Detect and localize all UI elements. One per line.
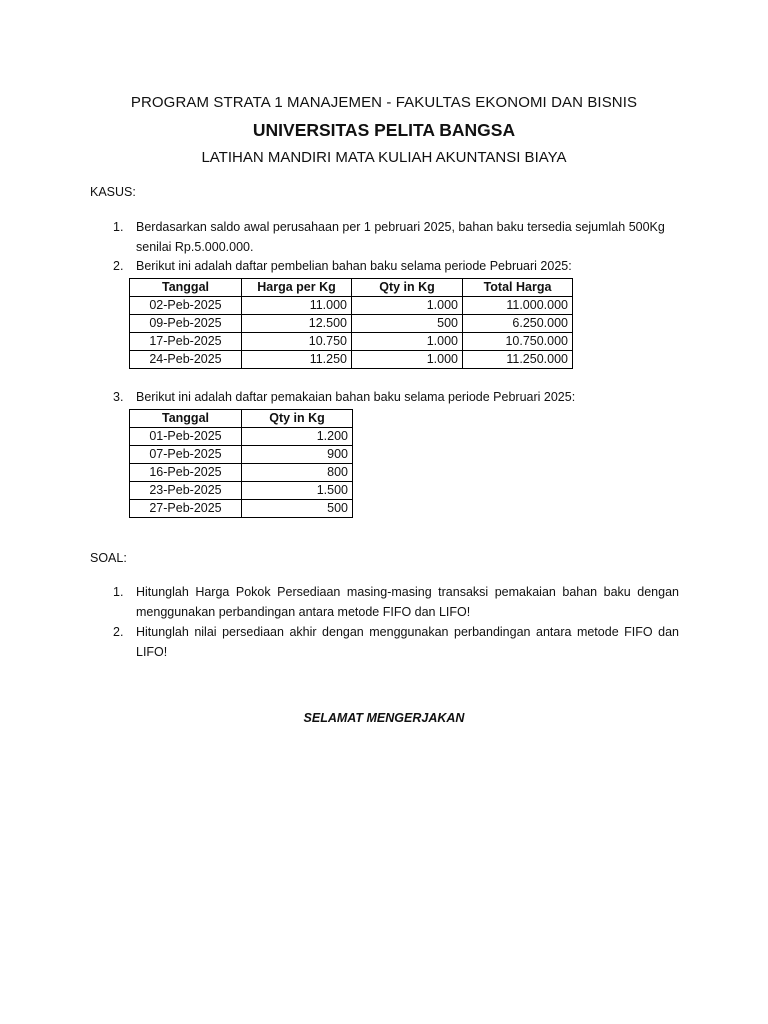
soal-item-1-number: 1. [113,585,124,599]
table-row [130,315,573,333]
usage-qty: 1.500 [242,482,353,500]
usage-header-row [130,410,353,428]
soal-item-1 [113,582,679,622]
soal-item-1-text: Hitunglah Harga Pokok Persediaan masing-masing transaksi pemakaian bahan baku dengan menggunakan perbandingan antara metode FIFO dan LIFO! [136,585,679,619]
purchase-price: 11.250 [242,351,352,369]
kasus-item-3-number: 3. [113,390,124,404]
usage-qty: 500 [242,500,353,518]
soal-item-2-text: Hitunglah nilai persediaan akhir dengan menggunakan perbandingan antara metode FIFO dan LIFO! [136,625,679,659]
purchase-date: 09-Peb-2025 [130,315,242,333]
kasus-item-1-number: 1. [113,220,124,234]
purchase-qty: 1.000 [352,351,463,369]
purchase-date: 24-Peb-2025 [130,351,242,369]
table-row [130,446,353,464]
program-heading: PROGRAM STRATA 1 MANAJEMEN - FAKULTAS EKONOMI DAN BISNIS [130,94,638,111]
table-row [130,297,573,315]
soal-item-2-number: 2. [113,625,124,639]
purchases-header-date: Tanggal [130,279,242,297]
table-row [130,428,353,446]
purchase-qty: 500 [352,315,463,333]
purchases-table [129,278,573,369]
purchases-header-total: Total Harga [463,279,573,297]
kasus-item-2-number: 2. [113,259,124,273]
table-row [130,482,353,500]
kasus-item-3-text: Berikut ini adalah daftar pemakaian bahan baku selama periode Pebruari 2025: [136,390,576,404]
purchase-price: 11.000 [242,297,352,315]
purchases-header-row [130,279,573,297]
usage-table [129,409,353,518]
usage-qty: 900 [242,446,353,464]
kasus-item-2-text: Berikut ini adalah daftar pembelian bahan baku selama periode Pebruari 2025: [136,259,572,273]
table-row [130,464,353,482]
purchase-date: 02-Peb-2025 [130,297,242,315]
usage-date: 23-Peb-2025 [130,482,242,500]
usage-qty: 1.200 [242,428,353,446]
purchase-qty: 1.000 [352,333,463,351]
purchase-total: 6.250.000 [463,315,573,333]
soal-item-2 [113,622,679,662]
purchase-date: 17-Peb-2025 [130,333,242,351]
usage-qty: 800 [242,464,353,482]
closing-message: SELAMAT MENGERJAKAN [303,711,465,725]
kasus-label: KASUS: [90,185,136,199]
purchases-header-qty: Qty in Kg [352,279,463,297]
usage-header-date: Tanggal [130,410,242,428]
university-title: UNIVERSITAS PELITA BANGSA [252,120,516,140]
usage-date: 07-Peb-2025 [130,446,242,464]
kasus-item-3 [113,387,679,407]
purchases-header-price: Harga per Kg [242,279,352,297]
usage-date: 27-Peb-2025 [130,500,242,518]
purchase-price: 10.750 [242,333,352,351]
table-row [130,351,573,369]
purchase-total: 11.250.000 [463,351,573,369]
kasus-item-1 [113,217,679,257]
purchase-price: 12.500 [242,315,352,333]
kasus-item-1-text: Berdasarkan saldo awal perusahaan per 1 pebruari 2025, bahan baku tersedia sejumlah 500Kg senilai Rp.5.000.000. [136,220,665,254]
course-subtitle: LATIHAN MANDIRI MATA KULIAH AKUNTANSI BIAYA [201,149,567,166]
table-row [130,500,353,518]
purchase-total: 10.750.000 [463,333,573,351]
usage-header-qty: Qty in Kg [242,410,353,428]
usage-date: 16-Peb-2025 [130,464,242,482]
usage-date: 01-Peb-2025 [130,428,242,446]
kasus-item-2 [113,256,679,276]
table-row [130,333,573,351]
purchase-qty: 1.000 [352,297,463,315]
soal-label: SOAL: [90,551,127,565]
purchase-total: 11.000.000 [463,297,573,315]
